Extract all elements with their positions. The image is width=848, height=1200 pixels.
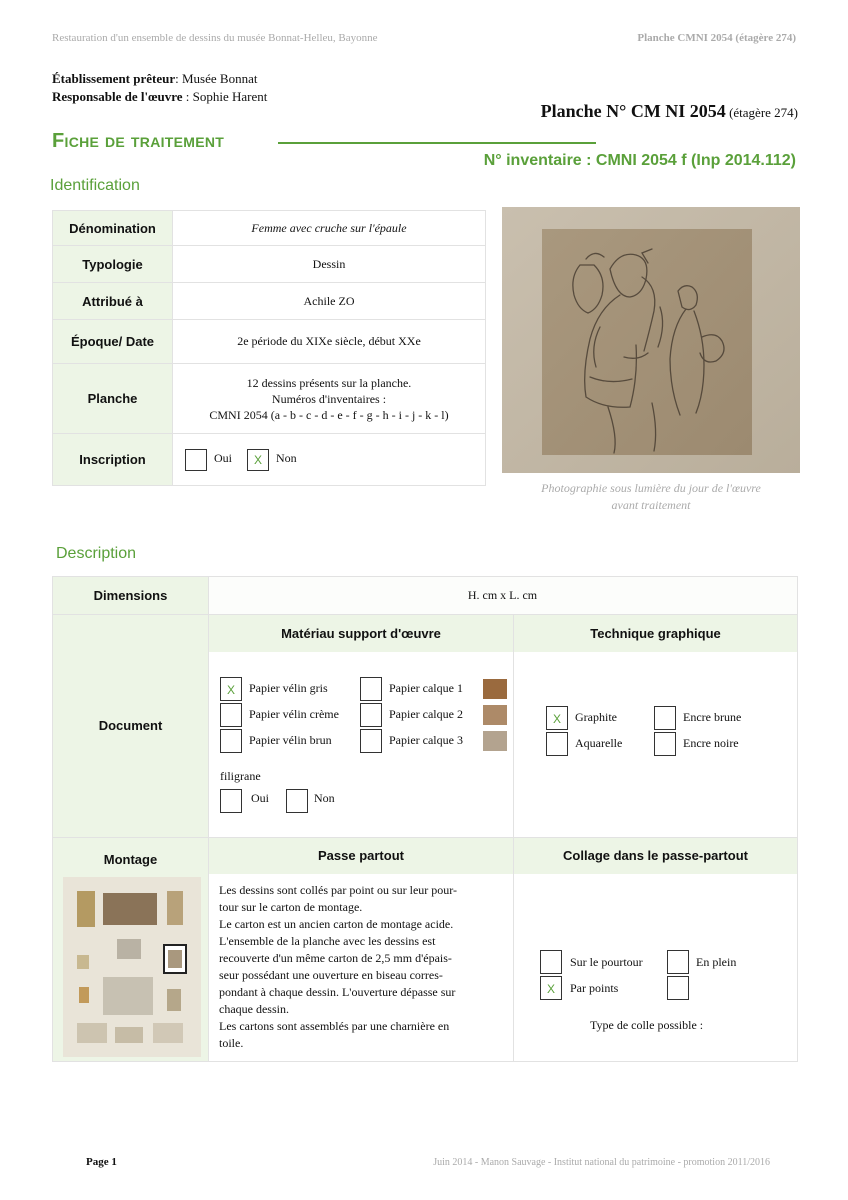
row-denomination [53,211,486,246]
row-planche [53,364,486,434]
artwork-photo [502,207,800,473]
collage-points-checkbox[interactable]: X [540,976,562,1000]
technique-encre-brune-checkbox[interactable] [654,706,676,730]
value-dimensions: H. cm x L. cm [208,577,797,614]
label-dimensions: Dimensions [53,577,208,614]
filigrane-non-label: Non [314,791,335,805]
passe-line-7: pondant à chaque dessin. L'ouverture dépasse sur [219,985,456,999]
responsible-line [52,89,267,105]
identification-table [52,210,486,486]
technique-graphite-label: Graphite [575,710,617,724]
identification-heading: Identification [50,177,140,194]
planche-title-main: Planche N° CM NI 2054 [540,101,726,121]
value-inscription [173,434,486,486]
passe-line-2: tour sur le carton de montage. [219,900,363,914]
responsible-value: : Sophie Harent [182,89,268,104]
inventory-number: N° inventaire : CMNI 2054 f (Inp 2014.112) [483,152,796,169]
passe-header: Passe partout [209,838,513,874]
passe-line-1: Les dessins sont collés par point ou sur leur pour- [219,883,458,897]
photo-caption-line-2: avant traitement [611,498,691,512]
running-header-left: Restauration d'un ensemble de dessins du musée Bonnat-Helleu, Bayonne [52,32,378,44]
material-calque-3-checkbox[interactable] [360,729,382,753]
passe-line-3: Le carton est un ancien carton de montage acide. [219,917,454,931]
material-velin-brun-checkbox[interactable] [220,729,242,753]
inscription-oui-label: Oui [214,451,232,466]
collage-plein-label: En plein [696,955,737,969]
value-typologie: Dessin [173,246,486,283]
material-velin-creme-label: Papier vélin crème [249,707,339,721]
label-epoque: Époque/ Date [53,320,173,364]
technique-encre-noire-checkbox[interactable] [654,732,676,756]
technique-aquarelle-checkbox[interactable] [546,732,568,756]
montage-photo [63,877,201,1057]
planche-line-1: 12 dessins présents sur la planche. [246,375,412,390]
planche-title-suffix: (étagère 274) [725,105,798,120]
material-calque-3-label: Papier calque 3 [389,733,463,747]
label-inscription: Inscription [53,434,173,486]
label-planche: Planche [53,364,173,434]
material-calque-1-label: Papier calque 1 [389,681,463,695]
value-attribution: Achile ZO [173,283,486,320]
technique-graphite-checkbox[interactable]: X [546,706,568,730]
row-inscription [53,434,486,486]
running-header-right: Planche CMNI 2054 (étagère 274) [637,32,796,44]
planche-line-2: Numéros d'inventaires : [271,391,387,406]
planche-line-3: CMNI 2054 (a - b - c - d - e - f - g - h - i - j - k - l) [209,407,449,422]
filigrane-label: filigrane [220,769,261,783]
passe-line-5: recouverte d'un même carton de 2,5 mm d'épais- [219,951,452,965]
passe-text [219,882,505,1052]
fiche-title: Fiche de traitement [52,130,225,152]
material-calque-1-checkbox[interactable] [360,677,382,701]
filigrane-non-checkbox[interactable] [286,789,308,813]
material-velin-creme-checkbox[interactable] [220,703,242,727]
technique-encre-brune-label: Encre brune [683,710,742,724]
passe-line-8: chaque dessin. [219,1002,289,1016]
material-calque-2-label: Papier calque 2 [389,707,463,721]
title-rule [278,142,596,144]
value-planche [173,364,486,434]
technique-aquarelle-label: Aquarelle [575,736,623,750]
label-montage: Montage [103,852,158,867]
material-header: Matériau support d'œuvre [209,615,513,652]
passe-line-4: L'ensemble de la planche avec les dessins est [219,934,436,948]
value-epoque: 2e période du XIXe siècle, début XXe [173,320,486,364]
photo-caption [502,480,800,514]
lender-line [52,71,257,87]
divider-vertical-mid [513,615,514,1061]
material-velin-gris-checkbox[interactable]: X [220,677,242,701]
collage-header: Collage dans le passe-partout [514,838,797,874]
swatch-calque-3 [483,731,507,751]
collage-pourtour-checkbox[interactable] [540,950,562,974]
row-attribution [53,283,486,320]
collage-points-label: Par points [570,981,619,995]
lender-label: Établissement prêteur [52,71,176,86]
material-velin-brun-label: Papier vélin brun [249,733,332,747]
collage-blank-checkbox[interactable] [667,976,689,1000]
filigrane-oui-checkbox[interactable] [220,789,242,813]
swatch-calque-1 [483,679,507,699]
passe-line-9: Les cartons sont assemblés par une charnière en [219,1019,450,1033]
inscription-oui-checkbox[interactable] [185,449,207,471]
label-denomination: Dénomination [53,211,173,246]
footer-credit: Juin 2014 - Manon Sauvage - Institut national du patrimoine - promotion 2011/2016 [433,1157,770,1168]
photo-caption-line-1: Photographie sous lumière du jour de l'œuvre [541,481,761,495]
passe-line-6: seur possédant une ouverture en biseau corres- [219,968,443,982]
material-calque-2-checkbox[interactable] [360,703,382,727]
colle-type-text: Type de colle possible : [590,1018,704,1032]
technique-header: Technique graphique [514,615,797,652]
collage-pourtour-label: Sur le pourtour [570,955,643,969]
material-velin-gris-label: Papier vélin gris [249,681,328,695]
lender-value: : Musée Bonnat [175,71,258,86]
divider-vertical-left [208,577,209,1061]
row-epoque [53,320,486,364]
footer-page: Page 1 [86,1156,117,1168]
filigrane-oui-label: Oui [251,791,269,805]
passe-line-10: toile. [219,1036,244,1050]
planche-title [541,101,798,122]
inscription-non-label: Non [276,451,297,466]
technique-encre-noire-label: Encre noire [683,736,739,750]
description-heading: Description [56,545,137,562]
value-denomination: Femme avec cruche sur l'épaule [173,211,486,246]
collage-plein-checkbox[interactable] [667,950,689,974]
label-attribution: Attribué à [53,283,173,320]
responsible-label: Responsable de l'œuvre [52,89,183,104]
swatch-calque-2 [483,705,507,725]
label-typologie: Typologie [53,246,173,283]
row-typologie [53,246,486,283]
inscription-non-checkbox[interactable]: X [247,449,269,471]
label-document: Document [53,615,208,837]
